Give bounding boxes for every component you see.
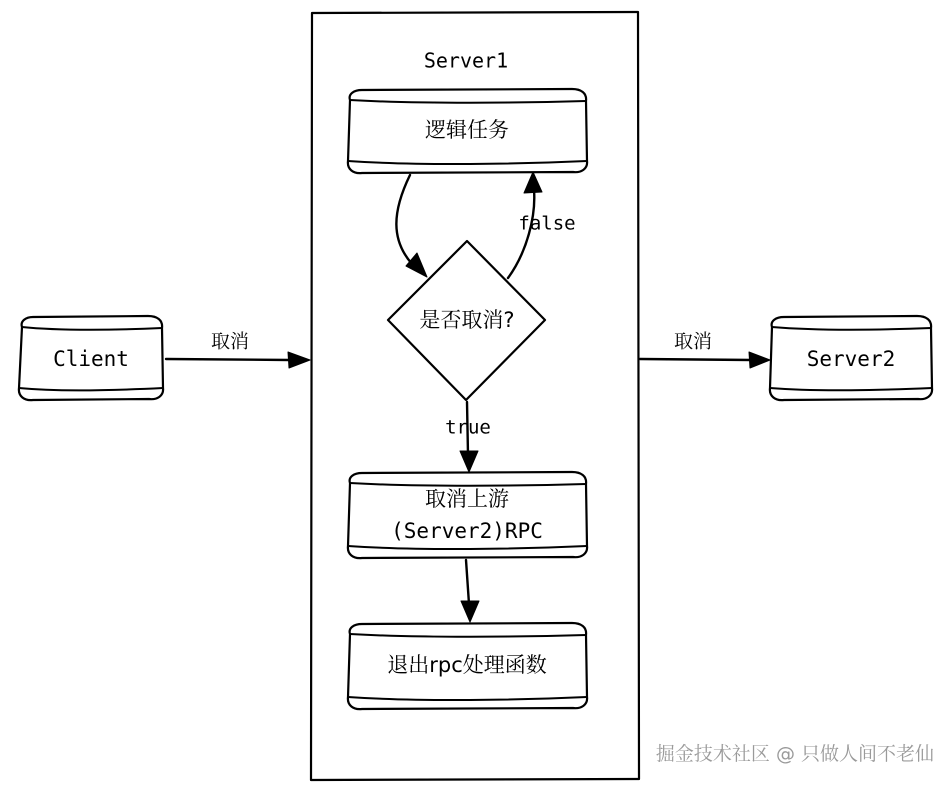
edge-client-to-server1-line [166, 359, 290, 360]
edge-server1-to-server2 [640, 331, 770, 369]
edge-client-to-server1 [166, 331, 310, 369]
node-client[interactable] [19, 316, 163, 400]
edge-server1-to-server2-line [640, 359, 752, 360]
node-logic-task-label: 逻辑任务 [425, 118, 509, 142]
edge-client-to-server1-arrowhead [288, 352, 310, 368]
edge-client-to-server1-label: 取消 [210, 330, 250, 353]
node-server2[interactable] [770, 316, 932, 400]
node-cancel-upstream-label-line2: (Server2)RPC [391, 519, 543, 543]
edge-decision-false-label: false [518, 212, 576, 235]
node-cancel-upstream[interactable] [348, 472, 587, 558]
edge-server1-to-server2-arrowhead [749, 352, 770, 368]
server1-container-title: Server1 [423, 48, 509, 73]
watermark: 掘金技术社区 @ 只做人间不老仙 [655, 743, 934, 765]
node-client-label: Client [53, 347, 129, 371]
node-logic-task[interactable] [348, 89, 587, 173]
edge-server1-to-server2-label: 取消 [673, 330, 713, 353]
node-decision-cancel-label: 是否取消? [419, 308, 515, 332]
edge-decision-true-label: true [445, 416, 491, 439]
node-exit-rpc-handler[interactable] [348, 623, 587, 709]
node-cancel-upstream-label-line1: 取消上游 [425, 487, 509, 511]
node-exit-rpc-handler-label: 退出rpc处理函数 [387, 653, 547, 677]
node-server2-label: Server2 [806, 347, 896, 371]
